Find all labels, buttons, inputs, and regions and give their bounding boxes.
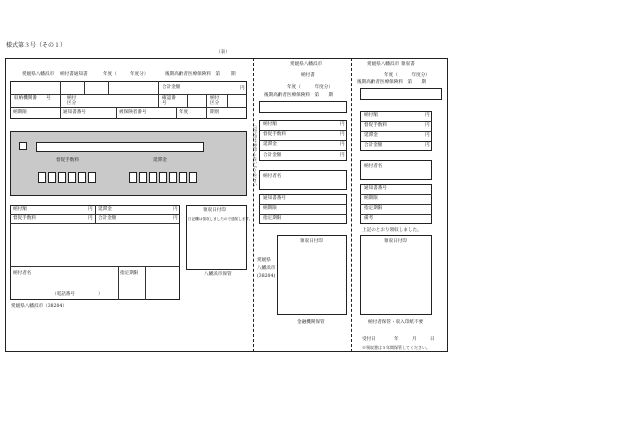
notice-text: 納付書通知書 — [60, 72, 88, 77]
cut-line-2 — [351, 58, 352, 352]
total-label: 合計金額 — [162, 85, 181, 90]
right-title: 領収書 — [401, 62, 415, 67]
right-row-total: 合計金額 — [364, 143, 383, 148]
stamp-note: 日記欄は領収しましたので通知します。 — [188, 217, 253, 221]
right-yen-4: 円 — [425, 143, 430, 148]
form-number: 様式第３号（その１） — [6, 42, 67, 49]
right-yen-2: 円 — [425, 123, 430, 128]
insurance-text: 後期高齢者医療保険料 第 — [165, 72, 221, 77]
right-stamp-box — [360, 235, 432, 315]
middle-notice-no: 通知書番号 — [263, 196, 286, 201]
right-designated: 指定期限 — [364, 206, 383, 211]
middle-payer-box — [259, 170, 347, 190]
right-date-day: 日 — [430, 337, 435, 342]
middle-deadline: 納期限 — [263, 206, 277, 211]
right-payer: 納付者名 — [364, 164, 383, 169]
middle-keep: 金融機関保管 — [297, 320, 325, 325]
right-notice-no: 通知書番号 — [364, 186, 387, 191]
yen-3: 円 — [88, 216, 93, 221]
right-note: ※領収書は５年間保管してください。 — [362, 345, 430, 350]
amount-label: 納付額 — [13, 207, 27, 212]
ocr-band — [10, 131, 247, 196]
keep-left: 八幡浜市保管 — [204, 272, 232, 277]
pay-class-label: 納付区分 — [67, 96, 77, 106]
middle-issuer: 愛媛県八幡浜市 — [290, 62, 323, 67]
middle-yen-4: 円 — [340, 153, 345, 158]
yen-1: 円 — [88, 207, 93, 212]
notice-no-label: 通知書番号 — [63, 110, 86, 115]
middle-row-delay: 延滞金 — [263, 142, 277, 147]
year-text: 年度（ — [103, 72, 117, 77]
period-text: 期 — [231, 72, 236, 77]
middle-side-label: 日付印は押印しないでください — [253, 125, 257, 188]
right-yen-3: 円 — [425, 133, 430, 138]
year-label: 年度 — [179, 110, 189, 115]
yen-2: 円 — [173, 207, 178, 212]
right-year: 年度（ 年度分） — [384, 73, 430, 78]
middle-recipient-2: 八幡浜市 — [257, 266, 276, 271]
middle-row-total: 合計金額 — [263, 153, 282, 158]
pay-type-label: 納付区分 — [210, 96, 220, 106]
period-label: 期別 — [210, 110, 220, 115]
confirm-no-label: 確認番号 — [162, 96, 176, 106]
late-fee-label: 督促手数料 — [13, 216, 36, 221]
right-stamp-title: 領収日付印 — [384, 239, 407, 244]
right-remarks: 備考 — [364, 216, 374, 221]
cut-line-1 — [253, 58, 254, 352]
fin-code-label: 収納機関番 号 — [14, 96, 51, 101]
right-keep: 納付者保管・収入印紙不要 — [368, 320, 424, 325]
middle-year: 年度（ 年度分） — [287, 85, 333, 90]
ocr-delay-label: 延滞金 — [153, 158, 167, 163]
middle-yen-1: 円 — [340, 122, 345, 127]
middle-row-amount: 納付額 — [263, 122, 277, 127]
right-yen-1: 円 — [425, 113, 430, 118]
phone-label: （電話番号 ） — [52, 292, 103, 297]
middle-stamp-title: 領収日付印 — [300, 239, 323, 244]
yen-unit: 円 — [240, 86, 245, 91]
right-row-delay: 延滞金 — [364, 133, 378, 138]
stamp-title-left: 領収日付印 — [203, 208, 226, 213]
total-label-2: 合計金額 — [98, 216, 117, 221]
ocr-checkbox — [19, 142, 27, 150]
middle-recipient-3: (38204) — [257, 274, 276, 279]
right-received: 上記のとおり領収しました。 — [362, 228, 422, 233]
ocr-barcode-field — [36, 142, 204, 152]
issuer-text: 愛媛県八幡浜市 — [22, 72, 55, 77]
middle-insurance: 後期高齢者医療保険料 第 期 — [264, 93, 333, 98]
stamp-box-left — [186, 205, 247, 270]
middle-row-late-fee: 督促手数料 — [263, 132, 286, 137]
right-receipt-date: 受付日 — [362, 337, 376, 342]
municipality: 愛媛県八幡浜市（38204） — [11, 304, 67, 309]
right-blank-field — [360, 88, 442, 100]
insured-no-label: 被保険者番号 — [119, 110, 147, 115]
deadline-label-2: 指定期限 — [120, 271, 139, 276]
ocr-late-fee-label: 督促手数料 — [56, 158, 79, 163]
middle-payer: 納付者名 — [263, 174, 282, 179]
right-issuer: 愛媛県八幡浜市 — [367, 62, 400, 67]
middle-recipient-1: 愛媛県 — [257, 258, 271, 263]
right-date-month: 月 — [412, 337, 417, 342]
side-label: （表） — [216, 50, 230, 55]
yen-4: 円 — [173, 216, 178, 221]
deadline-label: 納期限 — [13, 110, 27, 115]
right-row-amount: 納付額 — [364, 113, 378, 118]
year-cls-text: 年度分） — [130, 72, 149, 77]
right-date-year: 年 — [394, 337, 399, 342]
middle-title: 納付書 — [301, 73, 315, 78]
right-insurance: 後期高齢者医療保険料 第 期 — [357, 80, 426, 85]
middle-stamp-box — [277, 235, 347, 315]
right-payer-box — [360, 160, 432, 180]
middle-yen-2: 円 — [340, 132, 345, 137]
delay-label: 延滞金 — [98, 207, 112, 212]
middle-designated: 指定期限 — [263, 216, 282, 221]
middle-yen-3: 円 — [340, 142, 345, 147]
middle-blank-field — [259, 101, 347, 113]
payer-label: 納付者名 — [13, 271, 32, 276]
right-row-late-fee: 督促手数料 — [364, 123, 387, 128]
right-deadline: 納期限 — [364, 196, 378, 201]
